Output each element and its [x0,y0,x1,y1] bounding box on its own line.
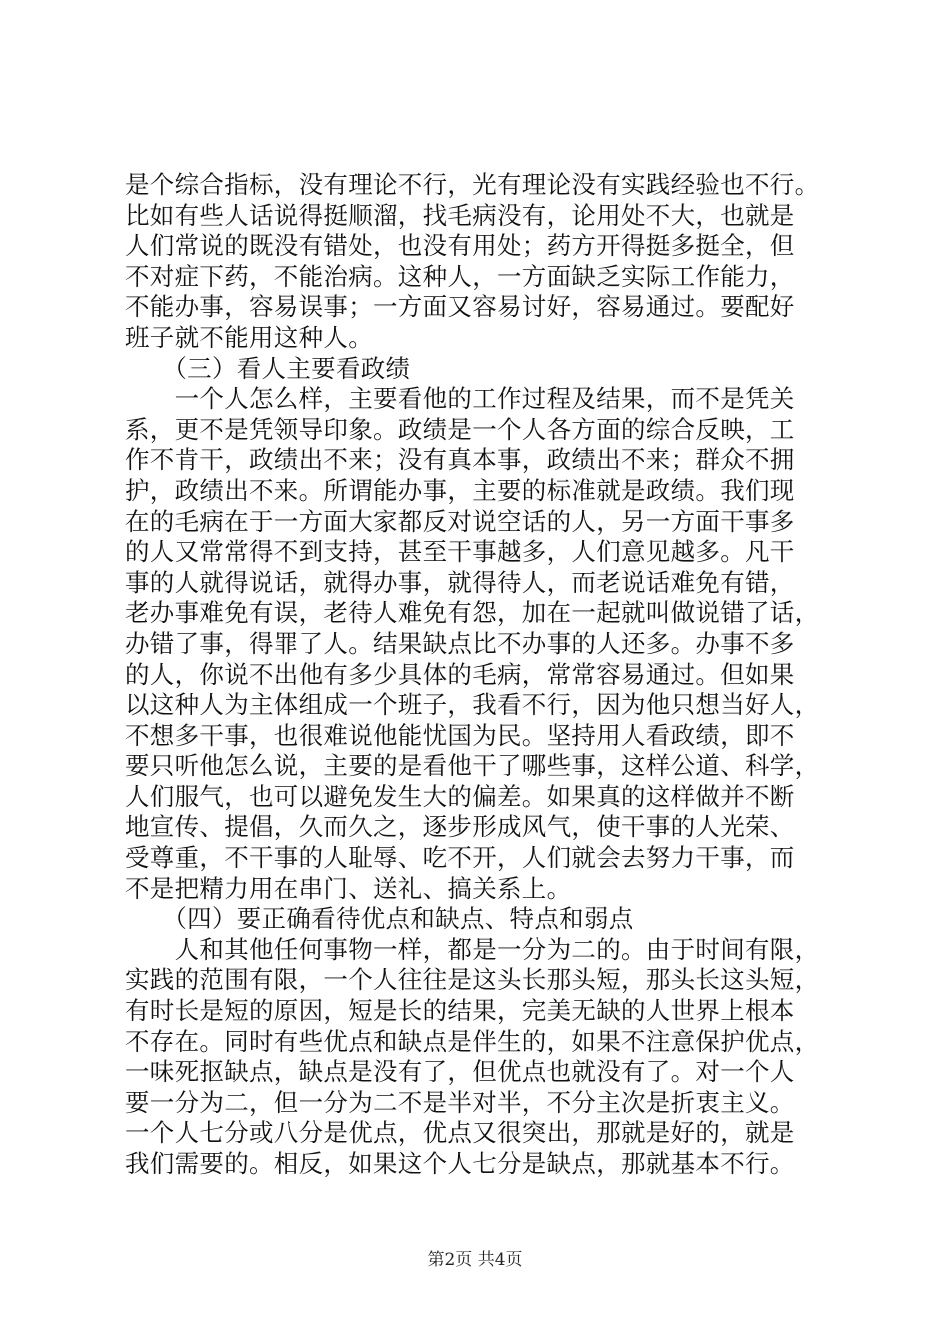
page-footer: 第2页 共4页 [427,1250,523,1270]
text-line: 是个综合指标，没有理论不行，光有理论没有实践经验也不行。 [125,170,820,199]
text-line: 一个人七分或八分是优点，优点又很突出，那就是好的，就是 [125,1118,795,1148]
text-line: 不对症下药，不能治病。这种人，一方面缺乏实际工作能力， [125,261,795,291]
text-line: 在的毛病在于一方面大家都反对说空话的人，另一方面干事多 [125,506,795,536]
text-line: 办错了事，得罪了人。结果缺点比不办事的人还多。办事不多 [125,628,795,658]
text-line: 护，政绩出不来。所谓能办事，主要的标准就是政绩。我们现 [125,475,795,505]
text-line: 要一分为二，但一分为二不是半对半，不分主次是折衷主义。 [125,1087,795,1117]
text-line: 不存在。同时有些优点和缺点是伴生的，如果不注意保护优点， [125,1026,820,1056]
text-line: 不是把精力用在串门、送礼、搞关系上。 [125,873,572,903]
text-line: 作不肯干，政绩出不来；没有真本事，政绩出不来；群众不拥 [125,445,795,475]
text-line: 我们需要的。相反，如果这个人七分是缺点，那就基本不行。 [125,1149,795,1178]
text-line: 比如有些人话说得挺顺溜，找毛病没有，论用处不大，也就是 [125,200,795,230]
text-line: 不想多干事，也很难说他能忧国为民。坚持用人看政绩，即不 [125,720,795,750]
text-line: 地宣传、提倡，久而久之，逐步形成风气，使干事的人光荣、 [125,812,795,842]
body-text [125,170,830,1180]
text-line: 人们常说的既没有错处，也没有用处；药方开得挺多挺全，但 [125,231,795,261]
text-line: 实践的范围有限，一个人往往是这头长那头短，那头长这头短， [125,965,820,995]
text-line: （三）看人主要看政绩 [125,353,411,383]
text-line: 系，更不是凭领导印象。政绩是一个人各方面的综合反映，工 [125,414,795,444]
text-line: （四）要正确看待优点和缺点、特点和弱点 [125,904,634,934]
text-line: 人和其他任何事物一样，都是一分为二的。由于时间有限， [125,934,820,964]
text-line: 的人，你说不出他有多少具体的毛病，常常容易通过。但如果 [125,659,795,689]
text-line: 老办事难免有误，老待人难免有怨，加在一起就叫做说错了话， [125,598,820,628]
text-line: 的人又常常得不到支持，甚至干事越多，人们意见越多。凡干 [125,537,795,567]
text-line: 一个人怎么样，主要看他的工作过程及结果，而不是凭关 [125,384,795,414]
text-line: 事的人就得说话，就得办事，就得待人，而老说话难免有错， [125,567,795,597]
text-line: 一味死抠缺点，缺点是没有了，但优点也就没有了。对一个人 [125,1057,795,1087]
text-line: 有时长是短的原因，短是长的结果，完美无缺的人世界上根本 [125,996,795,1026]
text-line: 人们服气，也可以避免发生大的偏差。如果真的这样做并不断 [125,781,795,811]
text-line: 不能办事，容易误事；一方面又容易讨好，容易通过。要配好 [125,292,795,322]
text-line: 以这种人为主体组成一个班子，我看不行，因为他只想当好人， [125,690,820,720]
text-line: 班子就不能用这种人。 [125,322,373,352]
text-line: 受尊重，不干事的人耻辱、吃不开，人们就会去努力干事，而 [125,843,795,873]
text-line: 要只听他怎么说，主要的是看他干了哪些事，这样公道、科学， [125,751,820,781]
